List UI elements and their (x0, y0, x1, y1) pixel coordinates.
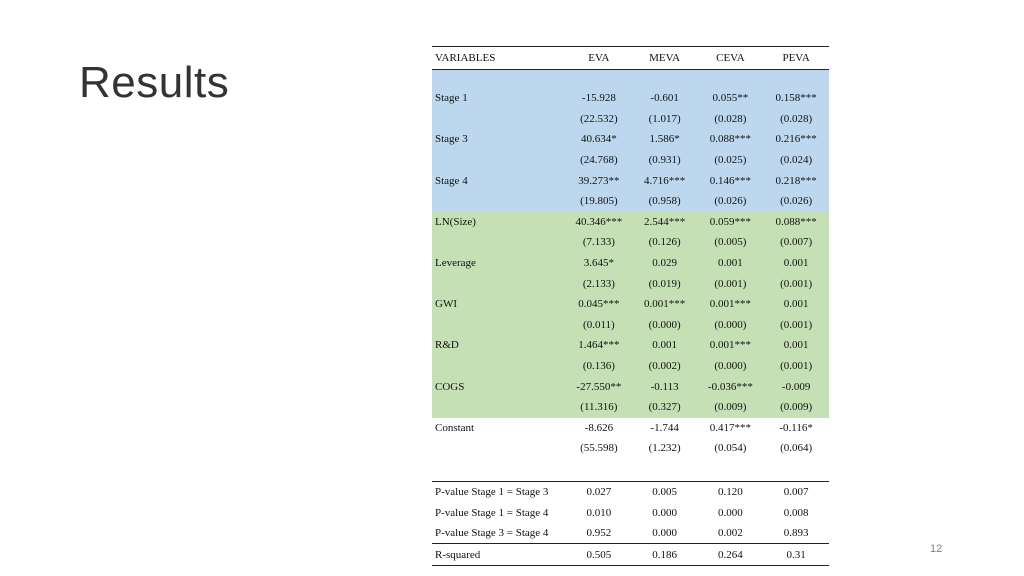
se-row (432, 232, 829, 253)
coef-cell: -0.009 (781, 380, 811, 393)
stage-variables-block (432, 70, 829, 212)
rsquared-cell: 0.186 (652, 548, 677, 561)
row-label: Stage 4 (435, 174, 468, 187)
se-row (432, 150, 829, 171)
pvalue-cell: 0.008 (783, 506, 809, 519)
se-cell: (0.136) (582, 360, 615, 373)
coef-cell: 3.645* (583, 257, 614, 270)
table-row (432, 294, 829, 315)
coef-cell: -15.928 (581, 92, 616, 105)
pvalue-cell: 0.000 (652, 527, 677, 540)
coef-cell: 2.544*** (644, 215, 686, 228)
coef-cell: 0.158*** (775, 92, 817, 105)
coef-cell: -0.113 (650, 380, 679, 393)
coef-cell: 0.001 (783, 339, 809, 352)
table-row (432, 212, 829, 233)
regression-table (432, 46, 829, 566)
table-row (432, 482, 829, 503)
coef-cell: 39.273** (578, 174, 620, 187)
coef-cell: -0.116* (779, 421, 813, 434)
row-label: GWI (435, 298, 457, 311)
coef-cell: 0.088*** (775, 215, 817, 228)
coef-cell: 0.001 (783, 298, 809, 311)
se-cell: (55.598) (580, 442, 618, 455)
header-peva: PEVA (782, 52, 810, 64)
table-row (432, 502, 829, 523)
se-cell: (0.126) (648, 236, 681, 249)
se-cell: (0.002) (648, 360, 681, 373)
coef-cell: 40.634* (581, 133, 617, 146)
se-cell: (0.009) (714, 401, 747, 414)
row-label: LN(Size) (435, 215, 476, 228)
pvalue-cell: 0.007 (783, 485, 809, 498)
coef-cell: 0.001*** (709, 339, 751, 352)
pvalue-cell: 0.893 (783, 527, 809, 540)
coef-cell: 0.045*** (578, 298, 620, 311)
pvalue-cell: 0.005 (652, 485, 677, 498)
table-row (432, 253, 829, 274)
rsquared-cell: 0.31 (786, 548, 806, 561)
rsquared-cell: 0.505 (586, 548, 612, 561)
se-cell: (0.009) (780, 401, 813, 414)
coef-cell: -0.601 (650, 92, 679, 105)
se-cell: (0.019) (648, 277, 681, 290)
se-cell: (0.064) (780, 442, 813, 455)
table-row (432, 170, 829, 191)
table-row (432, 129, 829, 150)
row-label: P-value Stage 1 = Stage 3 (435, 485, 549, 498)
pvalue-block (432, 481, 829, 544)
coef-cell: 0.088*** (709, 133, 751, 146)
coef-cell: 0.001 (783, 257, 809, 270)
se-cell: (7.133) (582, 236, 615, 249)
coef-cell: -1.744 (650, 421, 679, 434)
pvalue-cell: 0.120 (718, 485, 743, 498)
se-cell: (0.001) (780, 277, 813, 290)
table-row (432, 376, 829, 397)
pvalue-cell: 0.000 (652, 506, 677, 519)
pvalue-cell: 0.002 (718, 527, 743, 540)
se-cell: (19.805) (580, 195, 618, 208)
se-cell: (0.000) (648, 318, 681, 331)
table-row (432, 523, 829, 544)
coef-cell: 0.001*** (709, 298, 751, 311)
se-row (432, 356, 829, 377)
coef-cell: 0.059*** (709, 215, 751, 228)
se-cell: (0.001) (780, 360, 813, 373)
se-row (432, 315, 829, 336)
rsquared-row (432, 543, 829, 566)
se-cell: (2.133) (582, 277, 615, 290)
se-cell: (1.017) (648, 112, 681, 125)
coef-cell: 0.029 (652, 257, 677, 270)
control-variables-block (432, 212, 829, 418)
pvalue-cell: 0.952 (586, 527, 612, 540)
coef-cell: 0.001 (652, 339, 677, 352)
coef-cell: -27.550** (576, 380, 622, 393)
coef-cell: 4.716*** (644, 174, 686, 187)
coef-cell: 0.001*** (644, 298, 686, 311)
se-cell: (24.768) (580, 154, 618, 167)
header-variables: VARIABLES (435, 52, 496, 64)
se-cell: (0.024) (780, 154, 813, 167)
coef-cell: 1.586* (649, 133, 680, 146)
se-cell: (0.000) (714, 360, 747, 373)
se-cell: (0.001) (714, 277, 747, 290)
pvalue-cell: 0.027 (586, 485, 612, 498)
coef-cell: 0.055** (712, 92, 749, 105)
se-cell: (0.025) (714, 154, 747, 167)
se-cell: (0.005) (714, 236, 747, 249)
header-meva: MEVA (649, 52, 681, 64)
coef-cell: -8.626 (584, 421, 614, 434)
row-label: R&D (435, 339, 459, 352)
slide-title: Results (79, 58, 230, 107)
se-cell: (0.327) (648, 401, 681, 414)
se-row (432, 109, 829, 130)
table-row (432, 335, 829, 356)
coef-cell: 0.001 (718, 257, 743, 270)
header-eva: EVA (588, 52, 610, 64)
se-row (432, 397, 829, 418)
se-row (432, 438, 829, 459)
se-cell: (22.532) (580, 112, 618, 125)
row-label: Constant (435, 421, 475, 434)
coef-cell: 0.216*** (775, 133, 817, 146)
se-cell: (0.958) (648, 195, 681, 208)
pvalue-cell: 0.010 (586, 506, 612, 519)
pvalue-cell: 0.000 (718, 506, 743, 519)
row-label: P-value Stage 1 = Stage 4 (435, 506, 549, 519)
se-cell: (0.028) (714, 112, 747, 125)
row-label: COGS (435, 380, 465, 393)
se-cell: (0.931) (648, 154, 681, 167)
row-label: R-squared (435, 548, 481, 561)
spacer (432, 70, 829, 88)
se-row (432, 191, 829, 212)
row-label: Stage 1 (435, 92, 468, 105)
page-number: 12 (930, 543, 943, 555)
se-cell: (0.011) (583, 318, 615, 331)
se-cell: (0.026) (780, 195, 813, 208)
coef-cell: -0.036*** (707, 380, 753, 393)
coef-cell: 1.464*** (578, 339, 620, 352)
coef-cell: 40.346*** (575, 215, 623, 228)
se-cell: (0.000) (714, 318, 747, 331)
se-cell: (0.054) (714, 442, 747, 455)
se-cell: (0.007) (780, 236, 813, 249)
se-cell: (0.028) (780, 112, 813, 125)
se-cell: (0.001) (780, 318, 813, 331)
row-label: Stage 3 (435, 133, 468, 146)
table-row (432, 88, 829, 109)
se-cell: (0.026) (714, 195, 747, 208)
coef-cell: 0.146*** (709, 174, 751, 187)
rsquared-cell: 0.264 (718, 548, 743, 561)
table-row (432, 418, 829, 439)
row-label: P-value Stage 3 = Stage 4 (435, 527, 549, 540)
coef-cell: 0.218*** (775, 174, 817, 187)
row-label: Leverage (435, 257, 476, 270)
se-row (432, 273, 829, 294)
se-cell: (1.232) (648, 442, 681, 455)
coef-cell: 0.417*** (709, 421, 751, 434)
spacer (432, 459, 829, 481)
table-header-row (432, 46, 829, 70)
header-ceva: CEVA (716, 52, 745, 64)
se-cell: (11.316) (580, 401, 618, 414)
